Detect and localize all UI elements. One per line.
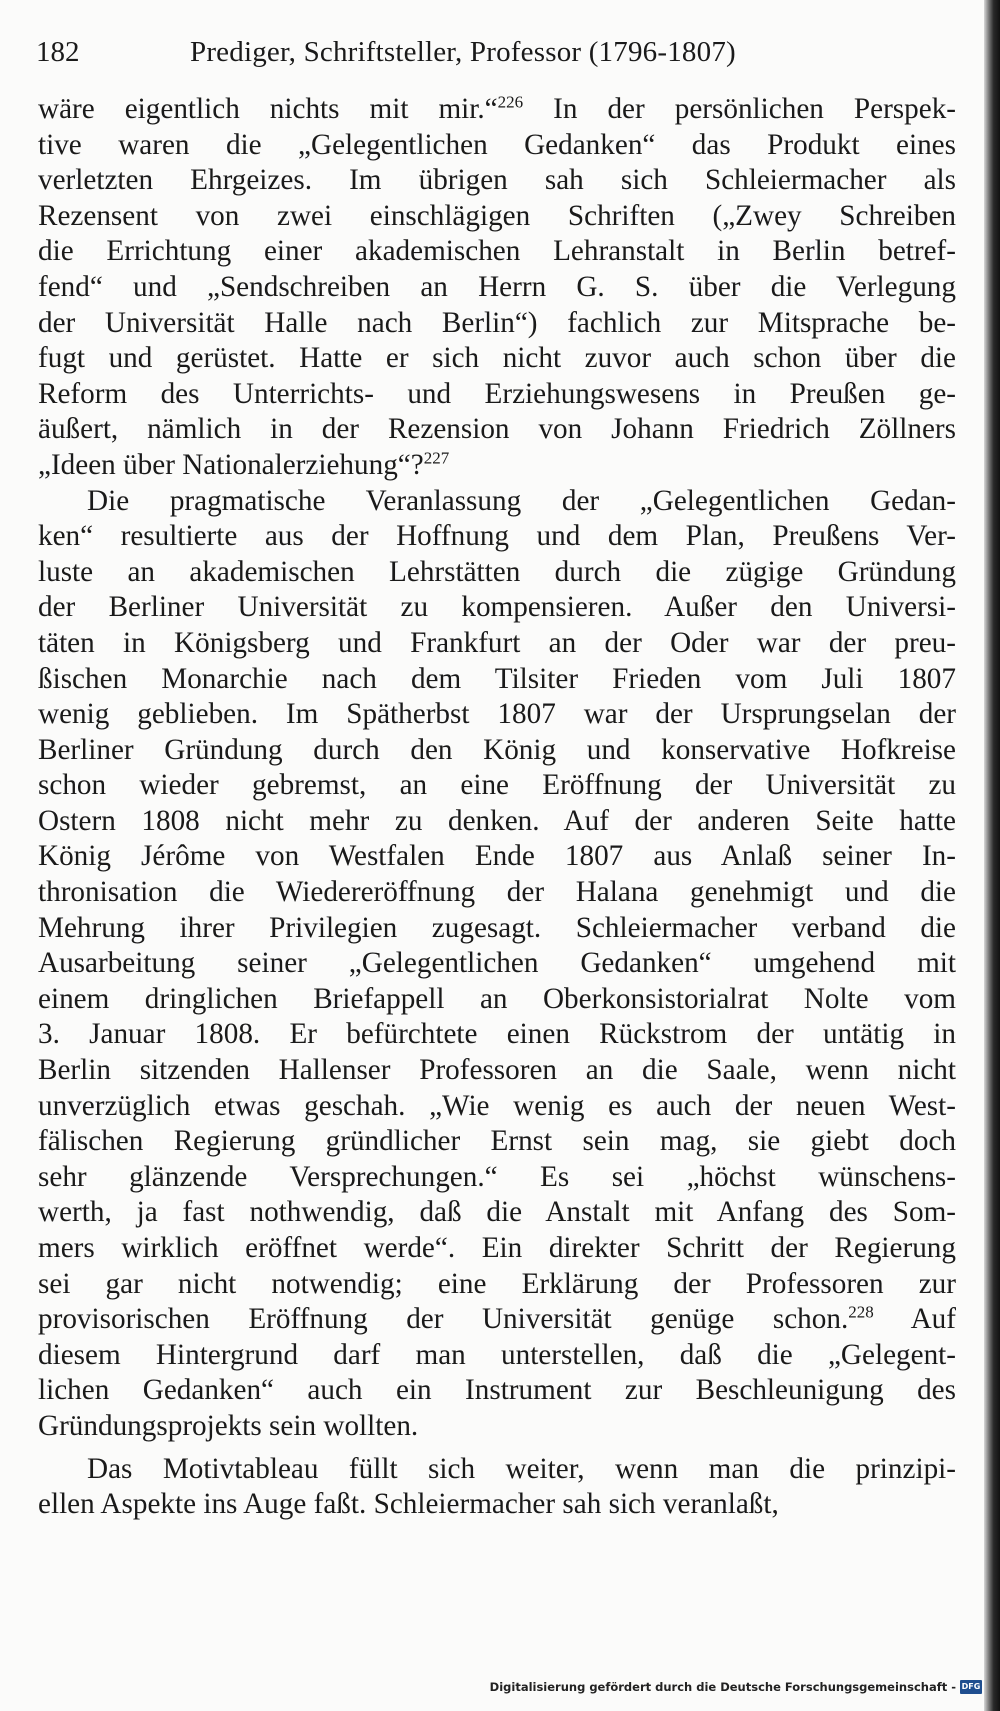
text-line (38, 804, 956, 840)
paragraph (38, 92, 956, 484)
text-line (38, 1409, 956, 1445)
footnote-marker[interactable]: 228 (848, 1302, 874, 1322)
text-line (38, 1053, 956, 1089)
digitization-credit (484, 1677, 982, 1697)
line-text: luste an akademischen Lehrstätten durch die zügige Gründung (38, 555, 956, 588)
text-line (38, 199, 956, 235)
text-line (38, 590, 956, 626)
page-header (36, 30, 956, 74)
line-text: lichen Gedanken“ auch ein Instrument zur Beschleunigung des (38, 1374, 956, 1407)
line-text: ken“ resultierte aus der Hoffnung und dem Plan, Preußens Ver- (38, 520, 956, 553)
line-text: Berlin sitzenden Hallenser Professoren an die Saale, wenn nicht (38, 1054, 956, 1087)
line-text: die Errichtung einer akademischen Lehranstalt in Berlin betref- (38, 235, 956, 268)
line-text: Die pragmatische Veranlassung der „Gelegentlichen Gedan- (87, 484, 956, 517)
footnote-marker[interactable]: 226 (497, 92, 524, 112)
text-line (38, 128, 956, 164)
line-text: der Universität Halle nach Berlin“) fachlich zur Mitsprache be- (38, 306, 956, 339)
paragraph (38, 1452, 956, 1523)
line-text: thronisation die Wiedereröffnung der Halana genehmigt und die (38, 876, 956, 909)
text-line (38, 306, 956, 342)
line-text: einem dringlichen Briefappell an Oberkonsistorialrat Nolte vom (38, 982, 956, 1015)
line-text: schon wieder gebremst, an eine Eröffnung der Universität zu (38, 769, 956, 802)
line-text: wäre eigentlich nichts mit mir.“ (38, 93, 498, 125)
line-text: Berliner Gründung durch den König und konservative Hofkreise (38, 733, 956, 766)
line-text: ellen Aspekte ins Auge faßt. Schleiermacher sah sich veranlaßt, (38, 1488, 779, 1521)
text-line (38, 1302, 956, 1338)
paragraph (38, 484, 956, 1445)
text-line (38, 163, 956, 199)
text-line (38, 1338, 956, 1374)
line-text: „Ideen über Nationalerziehung“? (38, 448, 424, 481)
text-line (38, 555, 956, 591)
text-line (38, 412, 956, 448)
text-line (38, 662, 956, 698)
text-line (38, 519, 956, 555)
paragraph-gap (38, 1445, 956, 1452)
binding-edge (984, 0, 1000, 1711)
dfg-logo: DFG (960, 1680, 982, 1694)
line-text: Reform des Unterrichts- und Erziehungswesens in Preußen ge- (38, 377, 956, 410)
line-text-continued: Auf (873, 1303, 956, 1336)
line-text-continued: In der persönlichen Perspek- (523, 93, 957, 125)
text-line (38, 1267, 956, 1303)
text-line (38, 1160, 956, 1196)
text-line (38, 1195, 956, 1231)
line-text: 3. Januar 1808. Er befürchtete einen Rückstrom der untätig in (38, 1018, 956, 1051)
line-text: mers wirklich eröffnet werde“. Ein direkter Schritt der Regierung (38, 1232, 956, 1264)
line-text: ßischen Monarchie nach dem Tilsiter Frieden vom Juli 1807 (38, 662, 956, 695)
text-line (38, 733, 956, 769)
body-text (38, 92, 956, 1523)
text-line (38, 626, 956, 662)
text-line (38, 448, 956, 484)
line-text: Mehrung ihrer Privilegien zugesagt. Schleiermacher verband die (38, 911, 956, 944)
line-text: der Berliner Universität zu kompensieren. Außer den Universi- (38, 591, 956, 624)
line-text: Ausarbeitung seiner „Gelegentlichen Gedanken“ umgehend mit (38, 947, 956, 980)
line-text: Das Motivtableau füllt sich weiter, wenn man die prinzipi- (87, 1452, 956, 1485)
line-text: Rezensent von zwei einschlägigen Schriften („Zwey Schreiben (38, 199, 956, 232)
text-line (38, 839, 956, 875)
text-line (38, 982, 956, 1018)
line-text: sehr glänzende Versprechungen.“ Es sei „höchst wünschens- (38, 1160, 956, 1193)
text-line (38, 270, 956, 306)
running-head: Prediger, Schriftsteller, Professor (1796-1807) (190, 36, 736, 68)
text-line (38, 1231, 956, 1267)
line-text: diesem Hintergrund darf man unterstellen, daß die „Gelegent- (38, 1338, 956, 1371)
line-text: verletzten Ehrgeizes. Im übrigen sah sich Schleiermacher als (38, 164, 956, 197)
text-line (38, 946, 956, 982)
page-number: 182 (36, 36, 80, 68)
text-line (38, 484, 956, 520)
text-line (38, 697, 956, 733)
line-text: wenig geblieben. Im Spätherbst 1807 war der Ursprungselan der (38, 698, 956, 731)
text-line (38, 92, 956, 128)
line-text: König Jérôme von Westfalen Ende 1807 aus Anlaß seiner In- (38, 840, 956, 873)
line-text: äußert, nämlich in der Rezension von Johann Friedrich Zöllners (38, 413, 956, 446)
line-text: werth, ja fast nothwendig, daß die Anstalt mit Anfang des Som- (38, 1196, 956, 1229)
credit-text: Digitalisierung gefördert durch die Deutsche Forschungsgemeinschaft - (489, 1680, 956, 1694)
text-line (38, 234, 956, 270)
text-line (38, 875, 956, 911)
text-line (38, 341, 956, 377)
line-text: fend“ und „Sendschreiben an Herrn G. S. über die Verlegung (38, 270, 956, 303)
text-line (38, 911, 956, 947)
line-text: fälischen Regierung gründlicher Ernst sein mag, sie giebt doch (38, 1125, 956, 1158)
text-line (38, 1487, 956, 1523)
line-text: provisorischen Eröffnung der Universität genüge schon. (38, 1303, 849, 1336)
line-text: unverzüglich etwas geschah. „Wie wenig es auch der neuen West- (38, 1089, 956, 1122)
text-line (38, 1017, 956, 1053)
text-line (38, 377, 956, 413)
text-line (38, 1124, 956, 1160)
text-line (38, 768, 956, 804)
footnote-marker[interactable]: 227 (423, 448, 450, 468)
line-text: täten in Königsberg und Frankfurt an der Oder war der preu- (38, 626, 956, 659)
line-text: sei gar nicht notwendig; eine Erklärung der Professoren zur (38, 1267, 956, 1300)
text-line (38, 1089, 956, 1125)
line-text: Gründungsprojekts sein wollten. (38, 1409, 419, 1442)
line-text: tive waren die „Gelegentlichen Gedanken“ das Produkt eines (38, 128, 956, 161)
line-text: fugt und gerüstet. Hatte er sich nicht zuvor auch schon über die (38, 342, 956, 375)
text-line (38, 1452, 956, 1488)
line-text: Ostern 1808 nicht mehr zu denken. Auf der anderen Seite hatte (38, 804, 956, 837)
text-line (38, 1373, 956, 1409)
